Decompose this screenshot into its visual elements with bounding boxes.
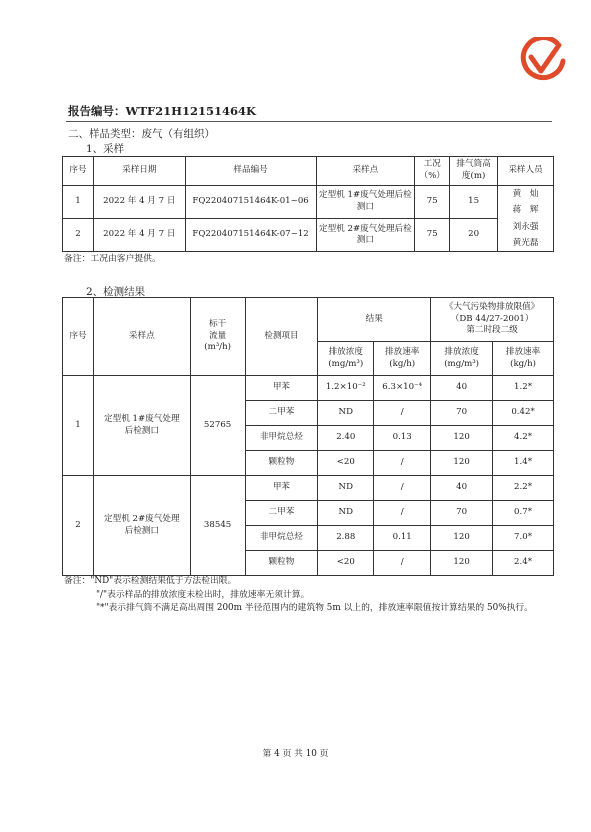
cell-samplers [498, 186, 554, 252]
note-line: "/"表示样品的排放浓度未检出时，排放速率无须计算。 [96, 589, 310, 600]
header-cell-limit [431, 298, 554, 342]
limit-header-line: 《大气污染物排放限值》 [444, 302, 540, 313]
cell-sample-id: FQ220407151464K-01~06 [185, 186, 316, 219]
note-line: 备注："ND"表示检测结果低于方法检出限。 [64, 576, 237, 586]
cell-point: 定型机 1#废气处理后检测口 [316, 186, 415, 219]
cell-conc: 2.88 [318, 526, 374, 551]
table-header-row [63, 298, 554, 342]
cell-limit-rate: 0.7* [493, 501, 554, 526]
cell-height: 15 [450, 186, 498, 219]
cell-limit-rate: 7.0* [493, 526, 554, 551]
table-row [63, 376, 554, 401]
flow-header-unit: (m³/h) [204, 342, 231, 353]
cell-rate: / [374, 551, 431, 576]
sampling-heading: 1、采样 [86, 143, 125, 155]
cell-flow: 52765 [190, 376, 245, 476]
cell-limit-rate: 1.2* [493, 376, 554, 401]
cell-no: 2 [63, 219, 94, 252]
cell-rate: / [374, 476, 431, 501]
limit-rate-unit: (kg/h) [510, 358, 536, 369]
limit-header-line: （DB 44/27-2001） [450, 313, 534, 324]
cell-item: 颗粒物 [245, 451, 318, 476]
cell-no: 1 [63, 186, 94, 219]
cell-rate: 6.3×10⁻⁴ [374, 376, 431, 401]
cell-flow: 38545 [190, 476, 245, 576]
limit-rate-header: 排放速率 [505, 346, 541, 357]
conc-unit: (mg/m³) [328, 358, 364, 369]
cell-conc: <20 [318, 451, 374, 476]
cell-limit-conc: 40 [431, 376, 493, 401]
header-cell [318, 342, 374, 376]
header-cell: 排气筒高度(m) [450, 157, 498, 186]
cell-limit-conc: 120 [431, 551, 493, 576]
rate-header: 排放速率 [385, 346, 420, 357]
cell-condition: 75 [415, 219, 450, 252]
cell-item: 二甲苯 [245, 401, 318, 426]
cell-condition: 75 [415, 186, 450, 219]
cell-limit-conc: 120 [431, 451, 493, 476]
header-cell: 结果 [318, 298, 431, 342]
table-row [63, 186, 554, 219]
header-cell: 样品编号 [185, 157, 316, 186]
table-header-row [63, 157, 554, 186]
report-number: 报告编号：WTF21H12151464K [68, 104, 257, 118]
results-table [62, 297, 554, 576]
header-cell: 工况（%） [415, 157, 450, 186]
cell-item: 非甲烷总烃 [245, 426, 318, 451]
cell-rate: 0.13 [374, 426, 431, 451]
cell-conc: 1.2×10⁻² [318, 376, 374, 401]
results-notes [64, 575, 548, 616]
cell-point: 定型机 2#废气处理后检测口 [316, 219, 415, 252]
cell-limit-rate: 1.4* [493, 451, 554, 476]
sampling-table [62, 156, 554, 252]
cell-item: 二甲苯 [245, 501, 318, 526]
header-cell: 检测项目 [245, 298, 318, 376]
cell-date: 2022 年 4 月 7 日 [93, 186, 185, 219]
conc-header: 排放浓度 [328, 346, 363, 357]
cell-limit-rate: 0.42* [493, 401, 554, 426]
header-cell [493, 342, 554, 376]
rate-unit: (kg/h) [389, 358, 416, 369]
cell-date: 2022 年 4 月 7 日 [93, 219, 185, 252]
header-cell [374, 342, 431, 376]
cell-height: 20 [450, 219, 498, 252]
cell-limit-rate: 2.4* [493, 551, 554, 576]
table-row [63, 476, 554, 501]
flow-header-line: 流量 [209, 330, 227, 341]
header-cell: 序号 [63, 157, 94, 186]
header-cell [431, 342, 493, 376]
cell-point: 定型机 1#废气处理后检测口 [93, 376, 190, 476]
cell-limit-conc: 120 [431, 426, 493, 451]
cell-rate: / [374, 451, 431, 476]
cell-item: 颗粒物 [245, 551, 318, 576]
page-number: 第 4 页 共 10 页 [262, 749, 329, 759]
flow-header-line: 标干 [209, 319, 227, 330]
header-cell: 采样点 [93, 298, 190, 376]
cell-limit-rate: 4.2* [493, 426, 554, 451]
sample-type-heading: 二、样品类型：废气（有组织） [68, 128, 215, 140]
header-cell: 序号 [63, 298, 94, 376]
cell-limit-conc: 70 [431, 501, 493, 526]
cell-rate: / [374, 401, 431, 426]
cell-point: 定型机 2#废气处理后检测口 [93, 476, 190, 576]
cell-no: 1 [63, 376, 94, 476]
cell-conc: ND [318, 401, 374, 426]
limit-conc-header: 排放浓度 [444, 346, 479, 357]
sampler-name: 刘永强 [512, 221, 539, 232]
cell-limit-conc: 70 [431, 401, 493, 426]
cell-conc: ND [318, 501, 374, 526]
cell-no: 2 [63, 476, 94, 576]
cell-limit-conc: 40 [431, 476, 493, 501]
header-cell-flow [190, 298, 245, 376]
cell-conc: ND [318, 476, 374, 501]
sampler-name: 黄光磊 [512, 237, 539, 248]
header-cell: 采样日期 [93, 157, 185, 186]
cell-item: 甲苯 [245, 376, 318, 401]
cell-sample-id: FQ220407151464K-07~12 [185, 219, 316, 252]
cell-conc: <20 [318, 551, 374, 576]
cell-conc: 2.40 [318, 426, 374, 451]
cell-limit-conc: 120 [431, 526, 493, 551]
sampler-name: 蒋 辉 [512, 205, 539, 216]
sampling-note: 备注：工况由客户提供。 [64, 254, 161, 264]
cell-item: 非甲烷总烃 [245, 526, 318, 551]
cell-rate: 0.11 [374, 526, 431, 551]
limit-header-line: 第二时段二级 [466, 325, 518, 336]
limit-conc-unit: (mg/m³) [444, 358, 480, 369]
cell-limit-rate: 2.2* [493, 476, 554, 501]
header-divider [66, 121, 552, 122]
results-heading: 2、检测结果 [86, 286, 146, 298]
sampler-name: 黄 灿 [512, 189, 539, 199]
note-line: "*"表示排气筒不满足高出周围 200m 半径范围内的建筑物 5m 以上的，排放速率限值按计算结果的 50%执行。 [96, 603, 533, 614]
table-row [63, 219, 554, 252]
company-logo-icon [519, 37, 567, 83]
header-cell: 采样点 [316, 157, 415, 186]
header-cell: 采样人员 [498, 157, 554, 186]
cell-rate: / [374, 501, 431, 526]
cell-item: 甲苯 [245, 476, 318, 501]
